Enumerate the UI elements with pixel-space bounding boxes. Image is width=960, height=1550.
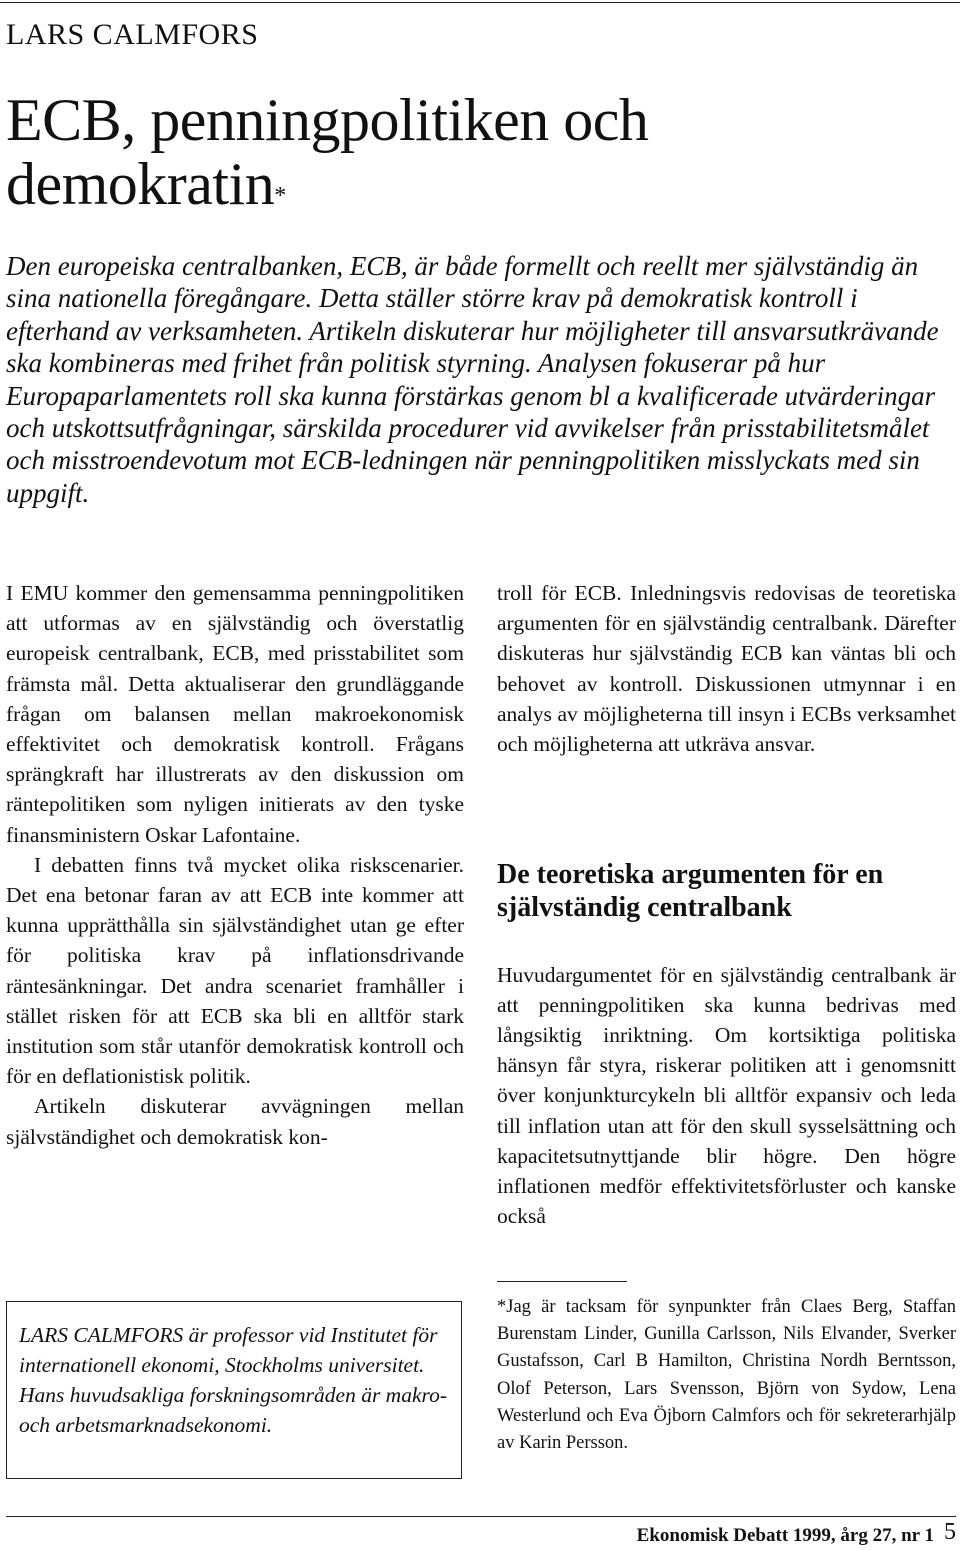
body-paragraph-1: I EMU kommer den gemensamma penningpolitiken att utformas av en självständig och överstatlig europeisk centralbank, ECB, med prisstabilitet som främsta mål. Detta aktualiserar den grundläggande frågan om balansen mellan makroekonomisk effektivitet och demokratisk kontroll. Frågans sprängkraft har illustrerats av den diskussion om räntepolitiken som nyligen initierats av den tyske finansministern Oskar Lafontaine. — [6, 581, 464, 847]
body-paragraph-2: I debatten finns två mycket olika riskscenarier. Det ena betonar faran av att ECB inte kommer att kunna upprätthålla sin självständighet utan ge efter för politiska krav på inflationsdrivande räntesänkningar. Det andra scenariet framhåller i stället risken för att ECB ska bli en alltför stark institution som står utanför demokratisk kontroll och för en deflationistisk politik. — [6, 852, 464, 1089]
page-number: 5 — [944, 1519, 956, 1545]
left-column — [6, 578, 464, 1152]
abstract: Den europeiska centralbanken, ECB, är både formellt och reellt mer självständig än sina nationella föregångare. Detta ställer större krav på demokratisk kontroll i efterhand av verksamheten. Artikeln diskuterar hur möjligheter till ansvarsutkrävande ska kombineras med frihet från politisk styrning. Analysen fokuserar på hur Europaparlamentets roll ska kunna förstärkas genom bl a kvalificerade utvärderingar och utskottsutfrågningar, särskilda procedurer vid avvikelser från prisstabilitetsmålet och misstroendevotum mot ECB-ledningen när penningpolitiken misslyckats med sin uppgift. — [6, 251, 939, 508]
body-paragraph-continued: troll för ECB. Inledningsvis redovisas de teoretiska argumenten för en självständig centralbank. Därefter diskuteras hur självständig ECB kan väntas bli och behovet av kontroll. Diskussionen utmynnar i en analys av möjligheterna till insyn i ECBs verksamhet och möjligheterna att utkräva ansvar. — [497, 581, 956, 757]
title-text: ECB, penningpolitiken och demokratin — [6, 87, 649, 217]
section-paragraph: Huvudargumentet för en självständig centralbank är att penningpolitiken ska kunna bedrivas med långsiktig inriktning. Om kortsiktiga politiska hänsyn får styra, riskerar politiken att i genomsnitt över konjunkturcykeln bli alltför expansiv och leda till inflation utan att för den skull sysselsättning och kapacitetsutnyttjande blir högre. Den högre inflationen medför effektivitetsförluster och kanske också — [497, 962, 956, 1229]
footnote: *Jag är tacksam för synpunkter från Claes Berg, Staffan Burenstam Linder, Gunilla Carlsson, Nils Elvander, Sverker Gustafsson, Carl B Hamilton, Christina Nordh Berntsson, Olof Peterson, Lars Svensson, Björn von Sydow, Lena Westerlund och Eva Öjborn Calmfors och för sekreterarhjälp av Karin Persson. — [497, 1297, 956, 1454]
author-box — [6, 1301, 462, 1479]
top-rule — [0, 2, 960, 3]
bottom-rule — [6, 1516, 956, 1517]
section-heading: De teoretiska argumenten för en självständig centralbank — [497, 859, 884, 923]
journal-citation: Ekonomisk Debatt 1999, årg 27, nr 1 — [636, 1525, 934, 1546]
article-title — [6, 88, 906, 216]
header-author: LARS CALMFORS — [6, 18, 259, 51]
body-paragraph-3: Artikeln diskuterar avvägningen mellan självständighet och demokratisk kon- — [6, 1094, 464, 1149]
right-column-section — [497, 938, 956, 1253]
title-footnote-marker: * — [274, 183, 286, 209]
right-column-intro — [497, 578, 956, 759]
author-bio: LARS CALMFORS är professor vid Institutet för internationell ekonomi, Stockholms universitet. Hans huvudsakliga forskningsområden är makro- och arbetsmarknadsekonomi. — [19, 1323, 447, 1437]
footnote-rule — [497, 1281, 627, 1282]
